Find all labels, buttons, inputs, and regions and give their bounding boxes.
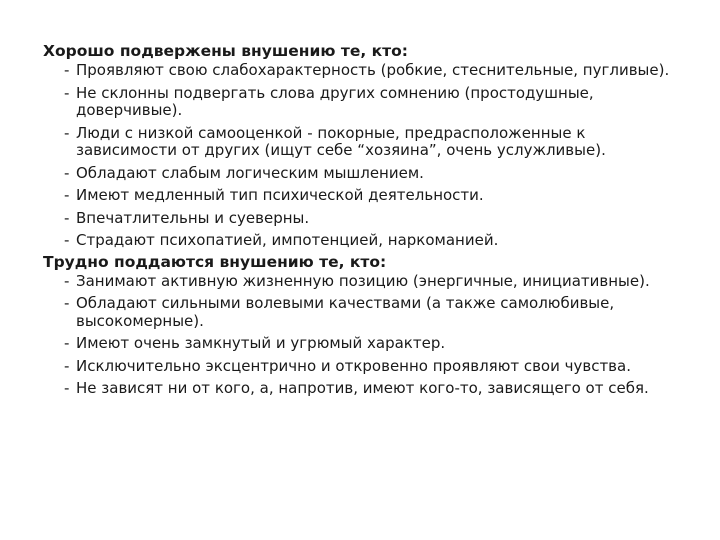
- list-item-text: Имеют медленный тип психической деятельности.: [76, 186, 484, 204]
- list-item-text: Занимают активную жизненную позицию (энергичные, инициативные).: [76, 271, 650, 290]
- list-item: [64, 62, 690, 80]
- list-item: [64, 295, 690, 330]
- dash-bullet: -: [64, 271, 70, 290]
- dash-bullet: -: [64, 294, 70, 312]
- bullet-list: [64, 62, 690, 250]
- list-item: [64, 165, 690, 183]
- dash-bullet: -: [64, 61, 70, 79]
- list-item: [64, 210, 690, 228]
- list-item-text: Обладают слабым логическим мышлением.: [76, 163, 424, 182]
- list-item-text: Проявляют свою слабохарактерность (робкие, стеснительные, пугливые).: [76, 61, 670, 79]
- list-item: [64, 85, 690, 120]
- dash-bullet: -: [64, 83, 70, 102]
- list-item: [64, 335, 690, 353]
- section-heading: Хорошо подвержены внушению те, кто:: [43, 42, 408, 60]
- list-item: [64, 187, 690, 205]
- list-item: [64, 380, 690, 398]
- section-heading: Трудно поддаются внушению те, кто:: [43, 252, 387, 271]
- section-hardly-suggestible: [43, 251, 690, 398]
- list-item-text: Не склонны подвергать слова других сомнению (простодушные, доверчивые).: [76, 83, 594, 119]
- dash-bullet: -: [64, 163, 70, 182]
- list-item-text: Не зависят ни от кого, а, напротив, имеют кого-то, зависящего от себя.: [76, 379, 649, 397]
- dash-bullet: -: [64, 123, 70, 142]
- dash-bullet: -: [64, 186, 70, 204]
- list-item-text: Люди с низкой самооценкой - покорные, предрасположенные к зависимости от других (ищут себе “хозяина”, очень услужливые).: [76, 123, 606, 159]
- list-item: [64, 358, 690, 376]
- bullet-list: [64, 273, 690, 398]
- list-item: [64, 232, 690, 250]
- dash-bullet: -: [64, 231, 70, 249]
- list-item: [64, 273, 690, 291]
- list-item-text: Имеют очень замкнутый и угрюмый характер.: [76, 334, 446, 352]
- section-easily-suggestible: [43, 40, 690, 250]
- list-item-text: Обладают сильными волевыми качествами (а также самолюбивые, высокомерные).: [76, 294, 615, 330]
- dash-bullet: -: [64, 334, 70, 352]
- dash-bullet: -: [64, 379, 70, 397]
- dash-bullet: -: [64, 356, 70, 375]
- dash-bullet: -: [64, 208, 70, 227]
- list-item: [64, 125, 690, 160]
- list-item-text: Страдают психопатией, импотенцией, наркоманией.: [76, 231, 499, 249]
- list-item-text: Исключительно эксцентрично и откровенно проявляют свои чувства.: [76, 356, 631, 375]
- list-item-text: Впечатлительны и суеверны.: [76, 208, 310, 227]
